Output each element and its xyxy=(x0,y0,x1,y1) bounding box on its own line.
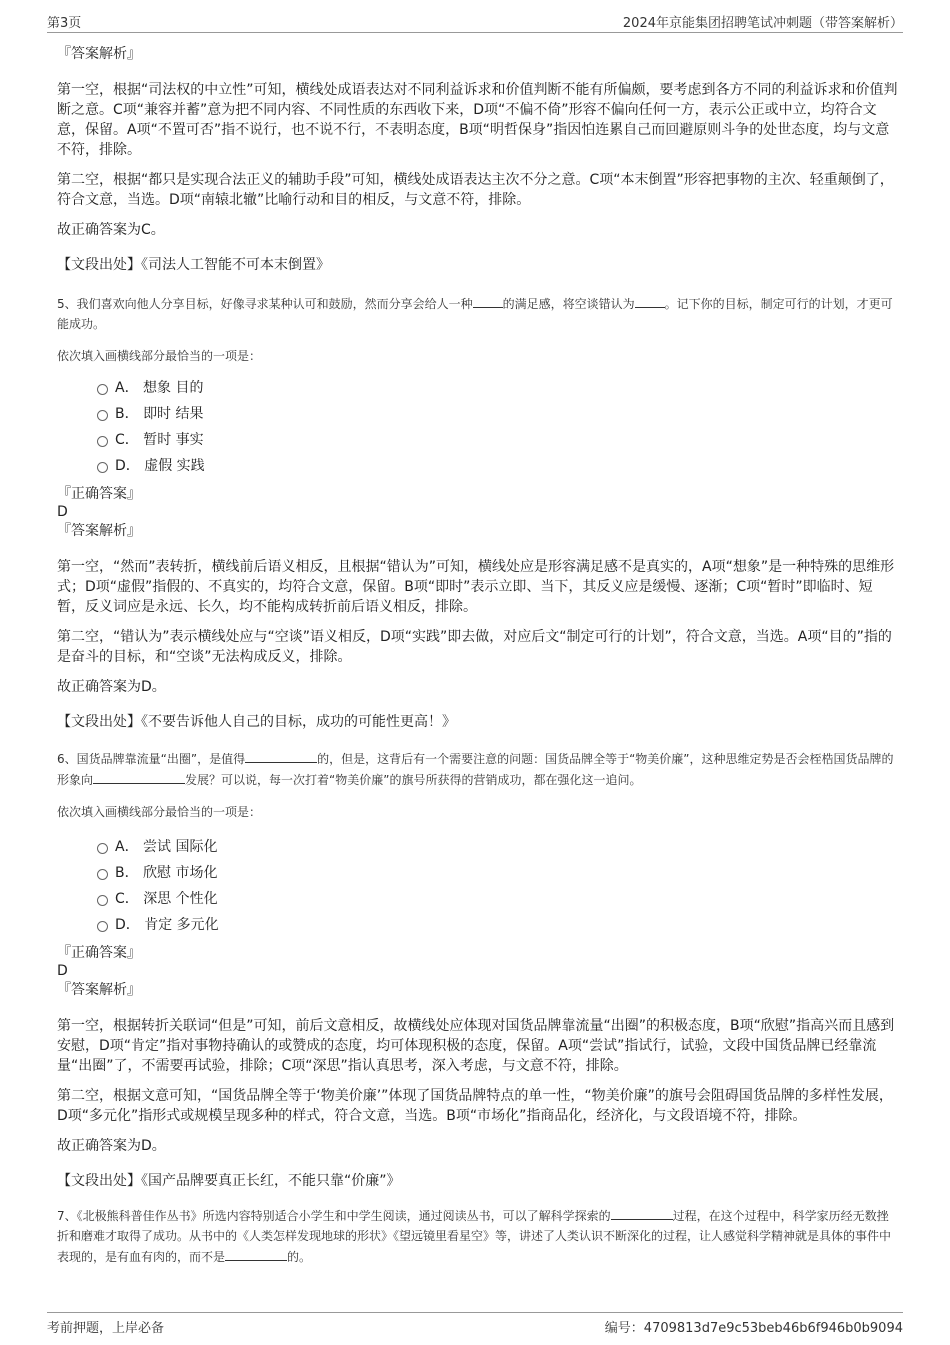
radio-icon[interactable] xyxy=(97,869,108,880)
option-list xyxy=(57,834,898,938)
source-citation: 【文段出处】《不要告诉他人自己的目标，成功的可能性更高！》 xyxy=(57,714,456,730)
document-content xyxy=(57,44,898,1267)
fill-blank xyxy=(245,748,317,763)
footer-slogan: 考前押题，上岸必备 xyxy=(47,1321,165,1336)
analysis-paragraph: 第二空，根据“都只是实现合法正义的辅助手段”可知，横线处成语表达主次不分之意。C项“本末倒置”形容把事物的主次、轻重颠倒了，符合文意，当选。D项“南辕北辙”比喻行动和目的相反，与文意不符，排除。 xyxy=(57,172,894,208)
option-d[interactable]: D． 虚假 实践 xyxy=(97,453,898,479)
question-hint: 依次填入画横线部分最恰当的一项是： xyxy=(57,805,262,819)
option-d[interactable]: D． 肯定 多元化 xyxy=(97,912,898,938)
option-b[interactable]: B． 欣慰 市场化 xyxy=(97,860,898,886)
option-c[interactable]: C． 深思 个性化 xyxy=(97,886,898,912)
analysis-label: 『答案解析』 xyxy=(57,982,141,998)
option-a[interactable]: A． 尝试 国际化 xyxy=(97,834,898,860)
conclusion: 故正确答案为D。 xyxy=(57,1138,166,1154)
correct-answer-label: 『正确答案』 xyxy=(57,945,141,961)
radio-icon[interactable] xyxy=(97,921,108,932)
analysis-paragraph: 第二空，根据文意可知，“国货品牌全等于‘物美价廉’”体现了国货品牌特点的单一性，“物美价廉”的旗号会阻碍国货品牌的多样性发展，D项“多元化”指形式或规模呈现多种的样式，符合文意，当选。B项“市场化”指商品化，经济化，与文段语境不符，排除。 xyxy=(57,1088,893,1124)
analysis-paragraph: 第一空，“然而”表转折，横线前后语义相反，且根据“错认为”可知，横线处应是形容满足感不是真实的，A项“想象”是一种特殊的思维形式；D项“虚假”指假的、不真实的，均符合文意，保留。B项“即时”表示立即、当下，其反义应是缓慢、逐渐；C项“暂时”即临时、短暂，反义词应是永远、长久，均不能构成转折前后语义相反，排除。 xyxy=(57,559,895,615)
correct-answer: D xyxy=(57,963,68,979)
page-header xyxy=(47,10,903,33)
page-footer xyxy=(47,1312,903,1339)
question-6: 6、国货品牌靠流量“出圈”，是值得 的，但是，这背后有一个需要注意的问题：国货品牌全等于“物美价廉”，这种思维定势是否会桎梏国货品牌的形象向 发展？可以说，每一次打着“物美价廉”的旗号所获得的营销成功，都在强化这一追问。 xyxy=(57,748,898,790)
correct-answer-label: 『正确答案』 xyxy=(57,486,141,502)
correct-answer: D xyxy=(57,504,68,520)
fill-blank xyxy=(473,293,503,308)
analysis-label: 『答案解析』 xyxy=(57,523,141,539)
analysis-paragraph: 第一空，根据转折关联词“但是”可知，前后文意相反，故横线处应体现对国货品牌靠流量“出圈”的积极态度，B项“欣慰”指高兴而且感到安慰，D项“肯定”指对事物持确认的或赞成的态度，均可体现积极的态度，保留。A项“尝试”指试行，试验，文段中国货品牌已经靠流量“出圈”了，不需要再试验，排除；C项“深思”指认真思考，深入考虑，与文意不符，排除。 xyxy=(57,1018,895,1074)
option-c[interactable]: C． 暂时 事实 xyxy=(97,427,898,453)
document-title: 2024年京能集团招聘笔试冲刺题（带答案解析） xyxy=(622,16,903,31)
question-7: 7、《北极熊科普佳作丛书》所选内容特别适合小学生和中学生阅读，通过阅读丛书，可以了解科学探索的 过程，在这个过程中，科学家历经无数挫折和磨难才取得了成功。从书中的《人类怎样发现地球的形状》《望远镜里看星空》等，讲述了人类认识不断深化的过程，让人感觉科学精神就是具体的事件中表现的，是有血有肉的，而不是 的。 xyxy=(57,1205,898,1267)
analysis-paragraph: 第一空，根据“司法权的中立性”可知，横线处成语表达对不同利益诉求和价值判断不能有所偏颇，要考虑到各方不同的利益诉求和价值判断之意。C项“兼容并蓄”意为把不同内容、不同性质的东西收下来，D项“不偏不倚”形容不偏向任何一方，表示公正或中立，均符合文意，保留。A项“不置可否”指不说行，也不说不行，不表明态度，B项“明哲保身”指因怕连累自己而回避原则斗争的处世态度，均与文意不符，排除。 xyxy=(57,82,898,158)
fill-blank xyxy=(611,1205,673,1220)
radio-icon[interactable] xyxy=(97,895,108,906)
source-citation: 【文段出处】《司法人工智能不可本末倒置》 xyxy=(57,257,330,273)
analysis-paragraph: 第二空，“错认为”表示横线处应与“空谈”语义相反，D项“实践”即去做，对应后文“制定可行的计划”，符合文意，当选。A项“目的”指的是奋斗的目标，和“空谈”无法构成反义，排除。 xyxy=(57,629,892,665)
radio-icon[interactable] xyxy=(97,410,108,421)
conclusion: 故正确答案为D。 xyxy=(57,679,166,695)
analysis-label: 『答案解析』 xyxy=(57,46,141,62)
page-number: 第3页 xyxy=(47,16,82,31)
source-citation: 【文段出处】《国产品牌要真正长红，不能只靠“价廉”》 xyxy=(57,1173,401,1189)
fill-blank xyxy=(635,293,665,308)
fill-blank xyxy=(93,769,185,784)
question-5: 5、我们喜欢向他人分享目标，好像寻求某种认可和鼓励，然而分享会给人一种 的满足感，将空谈错认为 。记下你的目标，制定可行的计划，才更可能成功。 xyxy=(57,293,898,334)
radio-icon[interactable] xyxy=(97,462,108,473)
fill-blank xyxy=(225,1246,287,1261)
option-a[interactable]: A． 想象 目的 xyxy=(97,375,898,401)
conclusion: 故正确答案为C。 xyxy=(57,222,165,238)
radio-icon[interactable] xyxy=(97,384,108,395)
option-b[interactable]: B． 即时 结果 xyxy=(97,401,898,427)
radio-icon[interactable] xyxy=(97,843,108,854)
radio-icon[interactable] xyxy=(97,436,108,447)
option-list xyxy=(57,375,898,479)
document-id: 编号：4709813d7e9c53beb46b6f946b0b9094 xyxy=(604,1321,903,1336)
question-hint: 依次填入画横线部分最恰当的一项是： xyxy=(57,349,262,363)
